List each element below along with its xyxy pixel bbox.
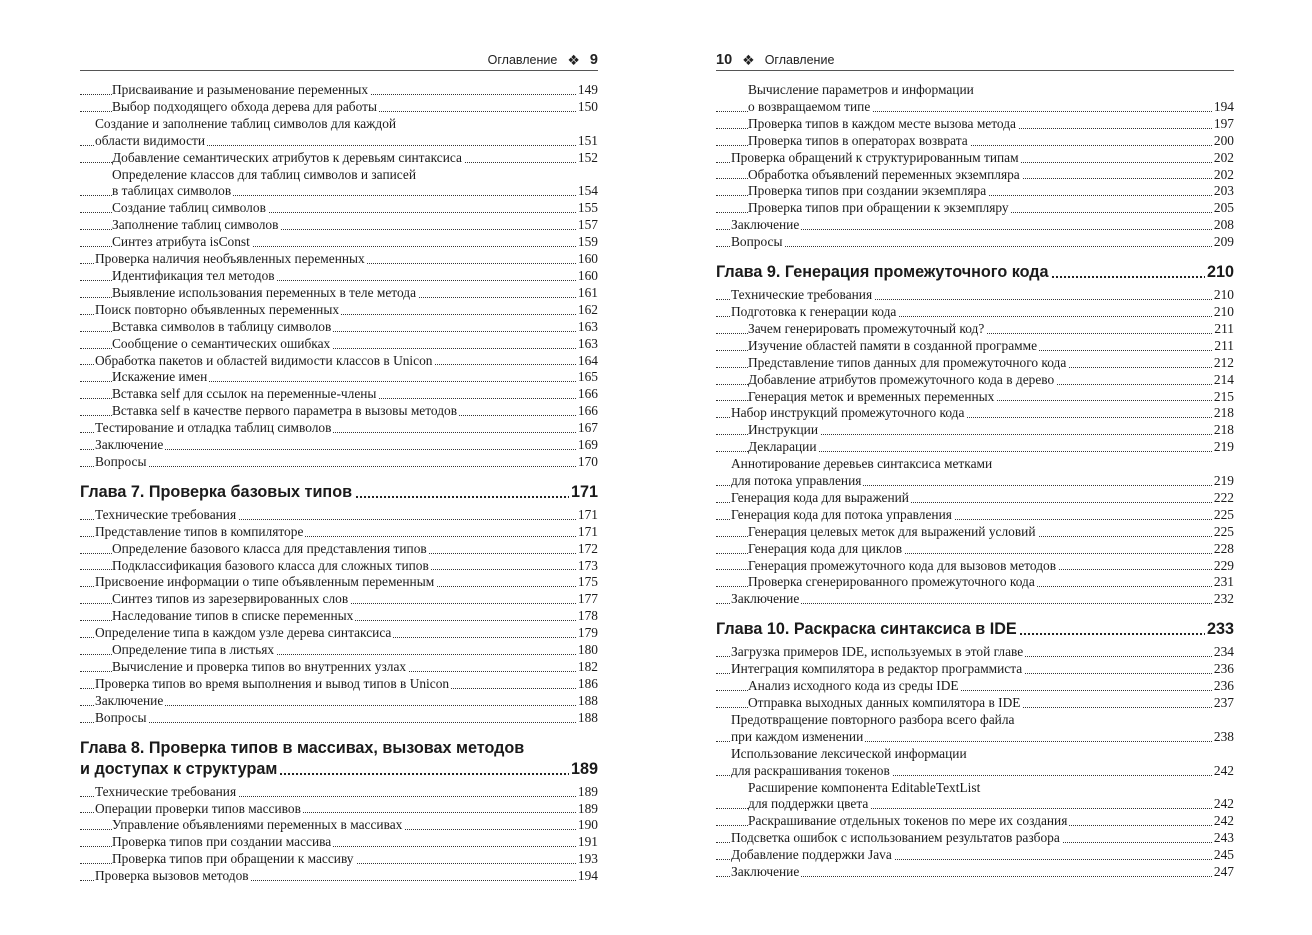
toc-entry [716,473,1234,490]
toc-entry-page: 193 [577,851,598,867]
toc-entry [716,524,1234,541]
toc-entry-page: 209 [1213,234,1234,250]
toc-entry [716,372,1234,389]
toc-chapter-heading [716,262,1234,283]
toc-entry-title: Генерация кода для выражений [731,489,909,505]
toc-entry-page: 178 [577,608,598,624]
toc-entry [80,386,598,403]
toc-entry-page: 233 [1206,620,1234,639]
toc-entry-page: 219 [1213,473,1234,489]
toc-entry [716,830,1234,847]
toc-entry-page: 154 [577,183,598,199]
toc-entry-page: 234 [1213,644,1234,660]
toc-entry [716,183,1234,200]
toc-entry-page: 164 [577,352,598,368]
toc-chapter-heading [80,759,598,780]
toc-entry-page: 245 [1213,847,1234,863]
toc-entry-title: Добавление атрибутов промежуточного кода в дерево [748,371,1055,387]
toc-entry [716,82,1234,99]
toc-entry [80,659,598,676]
toc-entry [80,784,598,801]
toc-entry [716,678,1234,695]
toc-entry [716,644,1234,661]
toc-entry [80,437,598,454]
toc-entry-title: Генерация меток и временных переменных [748,388,995,404]
toc-entry [716,200,1234,217]
toc-entry-page: 149 [577,82,598,97]
toc-entry-page: 203 [1213,183,1234,199]
toc-chapter-heading [80,738,598,759]
toc-entry [80,217,598,234]
toc-entry-title: Вычисление и проверка типов во внутренних узлах [112,659,407,674]
toc-entry [716,422,1234,439]
toc-entry-page: 218 [1213,422,1234,438]
toc-entry-title: Присвоение информации о типе объявленным переменным [95,574,435,590]
toc-entry [716,864,1234,881]
toc-entry-title: для поддержки цвета [748,796,869,812]
left-toc [80,82,598,885]
toc-entry-page: 171 [577,506,598,522]
toc-entry-title: Подготовка к генерации кода [731,303,897,319]
toc-entry-page: 182 [577,659,598,674]
toc-entry [80,116,598,133]
toc-entry-title: для потока управления [731,473,862,489]
toc-entry [716,150,1234,167]
toc-entry-title: области видимости [95,132,206,148]
toc-entry [716,116,1234,133]
toc-entry-title: Искажение имен [112,369,208,385]
toc-entry-title: Создание и заполнение таблиц символов для каждой [95,115,397,131]
right-page [716,0,1234,935]
toc-entry-title: Добавление семантических атрибутов к деревьям синтаксиса [112,149,462,165]
toc-entry-title: Присваивание и разыменование переменных [112,82,369,97]
toc-entry [80,574,598,591]
toc-entry-title: Генерация целевых меток для выражений условий [748,523,1036,539]
toc-entry [716,321,1234,338]
toc-entry [80,353,598,370]
toc-entry [716,405,1234,422]
toc-entry-title: Сообщение о семантических ошибках [112,335,331,351]
toc-entry-page: 197 [1213,115,1234,131]
toc-entry-page: 232 [1213,591,1234,607]
toc-entry-page: 191 [577,834,598,850]
toc-entry-page: 211 [1214,337,1234,353]
toc-entry [80,234,598,251]
toc-entry-page: 163 [577,318,598,334]
toc-entry [80,524,598,541]
toc-entry-title: Операции проверки типов массивов [95,800,301,816]
toc-entry [716,558,1234,575]
toc-entry-title: Проверка вызовов методов [95,868,249,884]
toc-entry [716,591,1234,608]
toc-entry [80,693,598,710]
toc-entry [80,868,598,885]
toc-chapter-heading [716,619,1234,640]
ornament-icon: ❖ [567,51,580,68]
toc-entry [80,676,598,693]
toc-entry-title: Наследование типов в списке переменных [112,608,354,624]
toc-entry-page: 166 [577,386,598,402]
toc-entry-title: Представление типов в компиляторе [95,523,304,539]
toc-entry-title: Заключение [731,864,800,880]
toc-entry-page: 210 [1213,287,1234,303]
toc-entry-title: Анализ исходного кода из среды IDE [748,678,959,694]
toc-entry-page: 188 [577,709,598,725]
toc-entry-page: 159 [577,234,598,250]
toc-entry [80,420,598,437]
toc-entry-title: Технические требования [731,287,873,303]
toc-entry-title: Определение типа в листьях [112,642,275,658]
toc-entry-title: Глава 9. Генерация промежуточного кода [716,263,1049,282]
toc-entry-title: Расширение компонента EditableTextList [748,779,981,795]
toc-entry-page: 210 [1206,263,1234,282]
toc-entry-page: 242 [1213,796,1234,812]
toc-entry-page: 179 [577,625,598,641]
toc-entry-title: Проверка типов при создании экземпляра [748,183,987,199]
toc-entry [716,234,1234,251]
toc-entry-page: 171 [577,523,598,539]
toc-entry [716,338,1234,355]
toc-entry-title: Проверка типов при обращении к экземпляру [748,200,1009,216]
toc-chapter-heading [80,482,598,503]
toc-entry-page: 194 [577,868,598,884]
toc-entry-page: 225 [1213,506,1234,522]
toc-entry-page: 222 [1213,489,1234,505]
toc-entry-title: Идентификация тел методов [112,267,275,283]
toc-entry [80,369,598,386]
toc-entry-page: 211 [1214,320,1234,336]
toc-entry-page: 171 [570,482,598,501]
toc-entry-title: Тестирование и отладка таблиц символов [95,420,332,436]
toc-entry [80,541,598,558]
toc-entry [716,490,1234,507]
toc-entry-title: при каждом изменении [731,728,864,744]
toc-entry-page: 218 [1213,405,1234,421]
toc-entry-title: Использование лексической информации [731,745,967,761]
toc-entry-title: Поиск повторно объявленных переменных [95,301,340,317]
toc-entry [716,813,1234,830]
toc-entry-title: Вычисление параметров и информации [748,82,974,97]
toc-entry [80,834,598,851]
toc-entry-page: 166 [577,403,598,419]
toc-entry-page: 161 [577,284,598,300]
toc-entry-page: 173 [577,557,598,573]
toc-entry-title: Изучение областей памяти в созданной программе [748,337,1038,353]
toc-entry [80,133,598,150]
toc-entry [80,817,598,834]
toc-entry-title: Загрузка примеров IDE, используемых в этой главе [731,644,1024,660]
toc-entry-page: 208 [1213,217,1234,233]
toc-entry [716,167,1234,184]
toc-entry-page: 170 [577,453,598,469]
toc-entry-title: Заключение [95,437,164,453]
left-header-rule [80,70,598,71]
toc-entry [80,150,598,167]
toc-entry-page: 152 [577,149,598,165]
toc-entry-title: Отправка выходных данных компилятора в IDE [748,695,1021,710]
toc-entry-page: 157 [577,217,598,233]
toc-entry-page: 242 [1213,813,1234,829]
toc-entry-title: Заключение [731,217,800,233]
toc-entry-title: Вопросы [731,234,783,250]
left-page-header [80,50,598,70]
toc-entry-page: 150 [577,98,598,114]
toc-entry-title: Генерация кода для циклов [748,540,903,556]
toc-entry-title: Проверка типов во время выполнения и вывод типов в Unicon [95,675,450,691]
left-page [80,0,598,935]
toc-entry [716,796,1234,813]
toc-entry-page: 160 [577,251,598,267]
toc-entry-page: 242 [1213,762,1234,778]
toc-entry-title: Выявление использования переменных в теле метода [112,284,417,300]
toc-entry [80,251,598,268]
toc-entry [716,541,1234,558]
toc-entry-page: 177 [577,591,598,607]
toc-entry [80,608,598,625]
toc-entry-title: и доступах к структурам [80,759,278,778]
right-toc [716,82,1234,881]
toc-entry-page: 229 [1213,557,1234,573]
toc-entry [80,642,598,659]
toc-entry-title: Проверка обращений к структурированным типам [731,149,1019,165]
toc-entry-title: в таблицах символов [112,183,232,199]
toc-entry [80,99,598,116]
toc-entry [716,746,1234,763]
toc-entry-page: 169 [577,437,598,453]
toc-entry-title: Инструкции [748,422,819,438]
toc-entry-title: Представление типов данных для промежуточного кода [748,354,1067,370]
toc-entry-title: Вставка self в качестве первого параметра в вызовы методов [112,403,458,419]
toc-entry [716,729,1234,746]
toc-entry-page: 202 [1213,166,1234,182]
toc-entry [716,133,1234,150]
toc-entry-title: Проверка наличия необъявленных переменных [95,251,365,267]
toc-entry [716,304,1234,321]
toc-entry-title: Управление объявлениями переменных в массивах [112,817,403,833]
toc-entry-page: 225 [1213,523,1234,539]
toc-entry [80,183,598,200]
toc-entry-title: Генерация промежуточного кода для вызовов методов [748,557,1057,573]
toc-entry-page: 186 [577,675,598,691]
toc-entry-page: 243 [1213,830,1234,846]
toc-entry-title: Определение типа в каждом узле дерева синтаксиса [95,625,392,641]
toc-entry-page: 210 [1213,303,1234,319]
toc-entry-title: Проверка типов при обращении к массиву [112,851,354,867]
toc-entry-title: Заключение [731,591,800,607]
toc-entry-title: Аннотирование деревьев синтаксиса метками [731,456,993,472]
toc-entry-page: 247 [1213,864,1234,880]
toc-entry-page: 165 [577,369,598,385]
toc-entry [716,439,1234,456]
toc-entry-title: Синтез типов из зарезервированных слов [112,591,349,607]
toc-entry-title: Набор инструкций промежуточного кода [731,405,965,421]
toc-entry-title: Обработка пакетов и областей видимости классов в Unicon [95,352,433,368]
toc-entry-page: 202 [1213,149,1234,165]
toc-entry-title: Подклассификация базового класса для сложных типов [112,557,429,573]
toc-entry-title: Технические требования [95,506,237,522]
toc-entry-page: 163 [577,335,598,351]
toc-entry-page: 188 [577,692,598,708]
toc-entry-title: Раскрашивание отдельных токенов по мере их создания [748,813,1068,829]
toc-entry [716,456,1234,473]
left-header-title: Оглавление [487,53,558,67]
toc-entry [716,574,1234,591]
toc-entry [80,336,598,353]
toc-entry-page: 228 [1213,540,1234,556]
toc-entry-title: о возвращаемом типе [748,98,871,114]
toc-entry-page: 212 [1213,354,1234,370]
toc-entry [716,847,1234,864]
toc-entry-title: Подсветка ошибок с использованием результатов разбора [731,830,1060,846]
toc-entry [80,454,598,471]
toc-entry-title: Вопросы [95,709,147,725]
toc-entry-page: 236 [1213,678,1234,694]
toc-entry-page: 237 [1213,695,1234,710]
toc-entry-page: 151 [577,132,598,148]
toc-entry-title: Технические требования [95,783,237,799]
toc-entry [80,319,598,336]
toc-entry [80,507,598,524]
toc-entry [80,285,598,302]
toc-entry-page: 238 [1213,728,1234,744]
toc-entry-title: Глава 7. Проверка базовых типов [80,482,353,501]
toc-entry-page: 162 [577,301,598,317]
toc-entry [80,558,598,575]
toc-entry-page: 231 [1213,574,1234,590]
toc-entry-title: Синтез атрибута isConst [112,234,250,250]
toc-entry-page: 167 [577,420,598,436]
toc-entry-page: 200 [1213,132,1234,148]
toc-entry [716,780,1234,797]
dot-leader [716,246,1234,247]
toc-entry-page: 180 [577,642,598,658]
toc-entry [80,801,598,818]
toc-entry [716,507,1234,524]
toc-entry [80,710,598,727]
toc-entry-title: Обработка объявлений переменных экземпляра [748,166,1020,182]
toc-entry-title: Заключение [95,692,164,708]
toc-entry-title: Зачем генерировать промежуточный код? [748,320,985,336]
toc-entry-page: 219 [1213,439,1234,455]
toc-entry-title: Создание таблиц символов [112,200,266,216]
toc-entry [716,661,1234,678]
toc-entry-title: Вопросы [95,453,147,469]
toc-entry-title: Определение базового класса для представления типов [112,540,427,556]
toc-entry [80,591,598,608]
toc-entry-title: Выбор подходящего обхода дерева для работы [112,98,377,114]
toc-entry-page: 205 [1213,200,1234,216]
toc-entry-title: Определение классов для таблиц символов и записей [112,166,416,182]
right-page-number: 10 [716,52,733,68]
toc-entry [716,695,1234,712]
right-header-title: Оглавление [764,53,835,67]
toc-entry [80,625,598,642]
toc-entry-title: Проверка типов в операторах возврата [748,132,968,148]
toc-entry-page: 155 [577,200,598,216]
toc-entry-page: 190 [577,817,598,833]
right-header-rule [716,70,1234,71]
toc-entry [716,287,1234,304]
toc-entry-title: Вставка self для ссылок на переменные-члены [112,386,377,402]
left-page-number: 9 [589,52,598,68]
toc-entry-title: Декларации [748,439,817,455]
toc-entry-title: Интеграция компилятора в редактор программиста [731,661,1023,677]
toc-entry-title: Проверка типов в каждом месте вызова метода [748,115,1016,131]
toc-entry-page: 160 [577,267,598,283]
toc-entry-title: Заполнение таблиц символов [112,217,279,233]
toc-entry-page: 175 [577,574,598,590]
toc-entry-page: 215 [1213,388,1234,404]
toc-entry [80,167,598,184]
toc-entry-title: Проверка типов при создании массива [112,834,332,850]
dot-leader [80,722,598,723]
toc-entry-page: 172 [577,540,598,556]
ornament-icon: ❖ [742,51,755,68]
toc-entry-title: Генерация кода для потока управления [731,506,952,522]
toc-entry [80,302,598,319]
toc-entry-page: 189 [577,800,598,816]
toc-entry [80,268,598,285]
toc-entry-title: Глава 10. Раскраска синтаксиса в IDE [716,620,1017,639]
toc-entry [716,712,1234,729]
toc-entry [716,355,1234,372]
right-page-header [716,50,1234,70]
toc-entry-title: для раскрашивания токенов [731,762,890,778]
toc-entry [80,851,598,868]
toc-entry [716,389,1234,406]
toc-entry [80,82,598,99]
toc-entry-page: 236 [1213,661,1234,677]
toc-entry-page: 214 [1213,371,1234,387]
toc-entry-page: 189 [577,783,598,799]
toc-entry-title: Проверка сгенерированного промежуточного кода [748,574,1035,590]
dot-leader [80,466,598,467]
toc-entry-title: Вставка символов в таблицу символов [112,318,332,334]
toc-entry-title: Предотвращение повторного разбора всего файла [731,711,1015,727]
toc-entry-page: 189 [570,759,598,778]
toc-entry-page: 194 [1213,98,1234,114]
toc-entry [716,763,1234,780]
toc-entry [80,200,598,217]
toc-entry [80,403,598,420]
toc-entry-title: Добавление поддержки Java [731,847,892,863]
toc-entry-title: Глава 8. Проверка типов в массивах, вызовах методов [80,738,525,757]
toc-entry [716,217,1234,234]
toc-entry [716,99,1234,116]
